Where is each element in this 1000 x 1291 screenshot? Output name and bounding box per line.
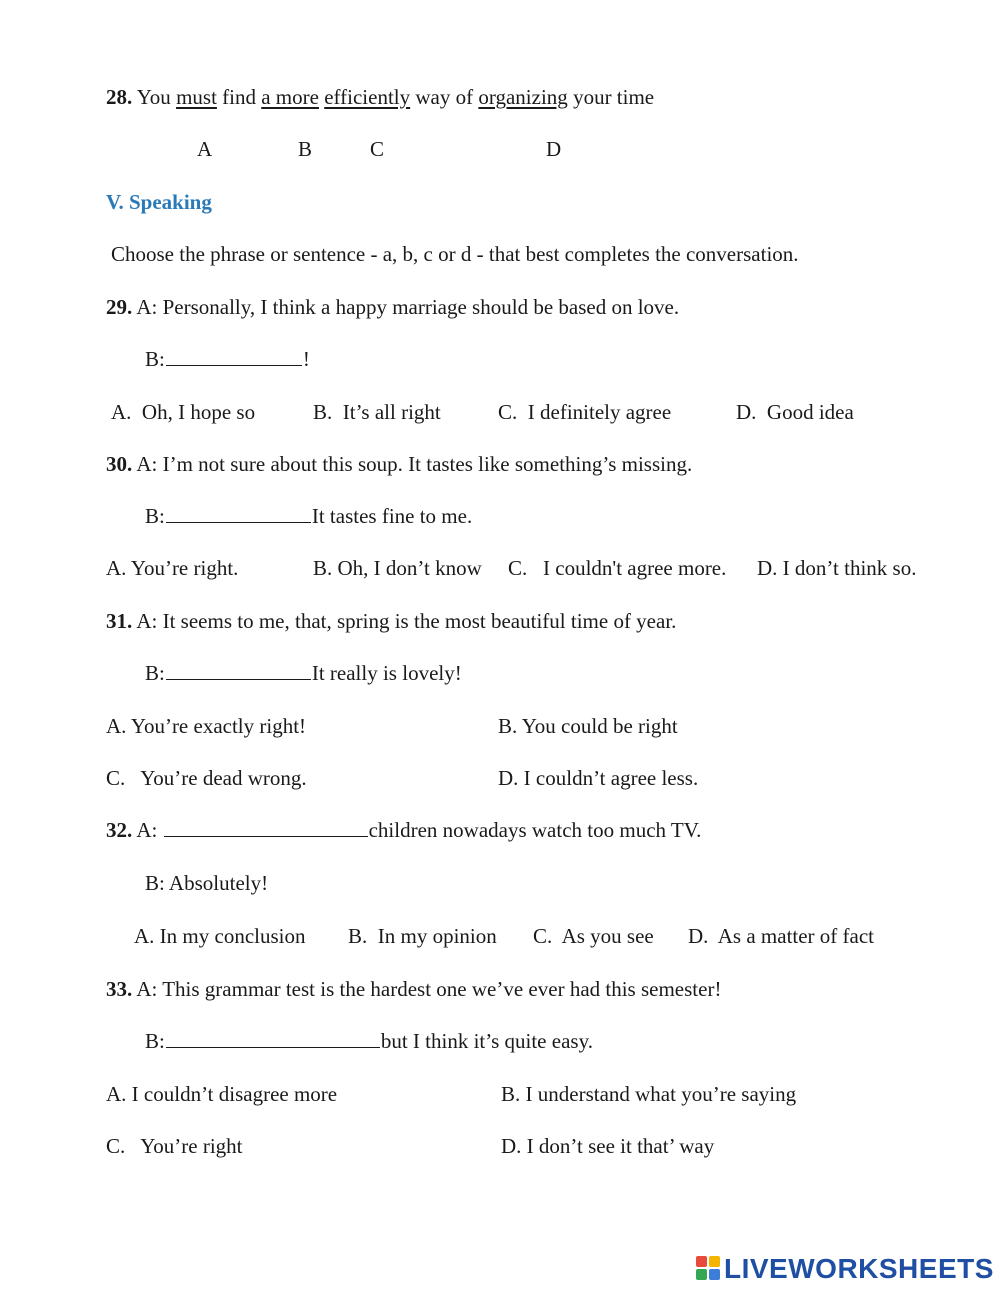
q28-text-3: way of [415, 85, 474, 109]
option-c: C. I couldn't agree more. [508, 556, 727, 580]
logo-block-green [696, 1269, 707, 1280]
speaker-a-line: A: Personally, I think a happy marriage should be based on love. [136, 295, 680, 319]
logo-block-yellow [709, 1256, 720, 1267]
section-instruction: Choose the phrase or sentence - a, b, c or d - that best completes the conversation. [111, 242, 799, 266]
option-b: B. In my opinion [348, 924, 497, 948]
logo-block-blue [709, 1269, 720, 1280]
option-a: A. In my conclusion [134, 924, 306, 948]
q28-letter-a: A [197, 137, 213, 161]
option-a: A. Oh, I hope so [111, 400, 256, 424]
option-c: C. You’re right [106, 1134, 243, 1158]
liveworksheets-blocks-icon [696, 1256, 722, 1282]
question-number: 28. [106, 85, 133, 109]
option-c: C. I definitely agree [498, 400, 672, 424]
answer-blank [166, 347, 302, 366]
question-31 [106, 608, 676, 634]
speaker-b-label: B: [145, 504, 165, 528]
logo-block-red [696, 1256, 707, 1267]
question-33 [106, 976, 721, 1002]
q28-letter-c: C [370, 137, 385, 161]
speaker-a-line: A: I’m not sure about this soup. It tastes like something’s missing. [136, 452, 693, 476]
speaker-b-text: ! [302, 347, 310, 371]
question-number: 31. [106, 609, 133, 633]
option-a: A. You’re right. [106, 556, 239, 580]
speaker-b-label: B: [145, 661, 165, 685]
answer-blank [164, 818, 368, 837]
option-d: D. As a matter of fact [688, 924, 875, 948]
question-28 [106, 84, 654, 110]
q28-text-1: You [136, 85, 171, 109]
option-a: A. I couldn’t disagree more [106, 1082, 338, 1106]
option-c: C. As you see [533, 924, 654, 948]
option-b: B. It’s all right [313, 400, 441, 424]
question-number: 30. [106, 452, 133, 476]
speaker-a-text: children nowadays watch too much TV. [368, 818, 702, 842]
question-30 [106, 451, 692, 477]
q28-underlined-d: organizing [478, 85, 568, 109]
q28-underlined-a: must [176, 85, 217, 109]
question-32 [106, 817, 701, 843]
option-d: D. Good idea [736, 400, 854, 424]
speaker-b-label: B: [145, 347, 165, 371]
brand-name: LIVEWORKSHEETS [724, 1253, 994, 1284]
speaker-a-line: A: This grammar test is the hardest one we’ve ever had this semester! [136, 977, 722, 1001]
section-heading: V. Speaking [106, 190, 212, 214]
speaker-b-line [145, 1028, 593, 1054]
option-a: A. You’re exactly right! [106, 714, 307, 738]
option-d: D. I couldn’t agree less. [498, 766, 699, 790]
option-b: B. I understand what you’re saying [501, 1082, 797, 1106]
q28-text-4: your time [573, 85, 655, 109]
option-d: D. I don’t see it that’ way [501, 1134, 715, 1158]
speaker-b-line: B: Absolutely! [145, 871, 269, 895]
speaker-b-line [145, 346, 310, 372]
speaker-a-label: A: [136, 818, 158, 842]
speaker-b-line [145, 660, 462, 686]
question-number: 29. [106, 295, 133, 319]
speaker-b-text: but I think it’s quite easy. [380, 1029, 593, 1053]
q28-underlined-b: a more [261, 85, 319, 109]
option-b: B. You could be right [498, 714, 678, 738]
liveworksheets-logo[interactable] [696, 1254, 994, 1284]
speaker-b-label: B: [145, 1029, 165, 1053]
question-number: 32. [106, 818, 133, 842]
option-d: D. I don’t think so. [757, 556, 917, 580]
q28-text-2: find [222, 85, 256, 109]
speaker-b-line [145, 503, 472, 529]
q28-underlined-c: efficiently [324, 85, 411, 109]
answer-blank [166, 1029, 380, 1048]
answer-blank [166, 661, 311, 680]
speaker-b-text: It really is lovely! [311, 661, 462, 685]
question-29 [106, 294, 679, 320]
option-b: B. Oh, I don’t know [313, 556, 482, 580]
q28-letter-d: D [546, 137, 562, 161]
speaker-b-text: It tastes fine to me. [311, 504, 473, 528]
speaker-a-line: A: It seems to me, that, spring is the most beautiful time of year. [136, 609, 677, 633]
answer-blank [166, 504, 311, 523]
q28-letter-b: B [298, 137, 313, 161]
question-number: 33. [106, 977, 133, 1001]
option-c: C. You’re dead wrong. [106, 766, 307, 790]
